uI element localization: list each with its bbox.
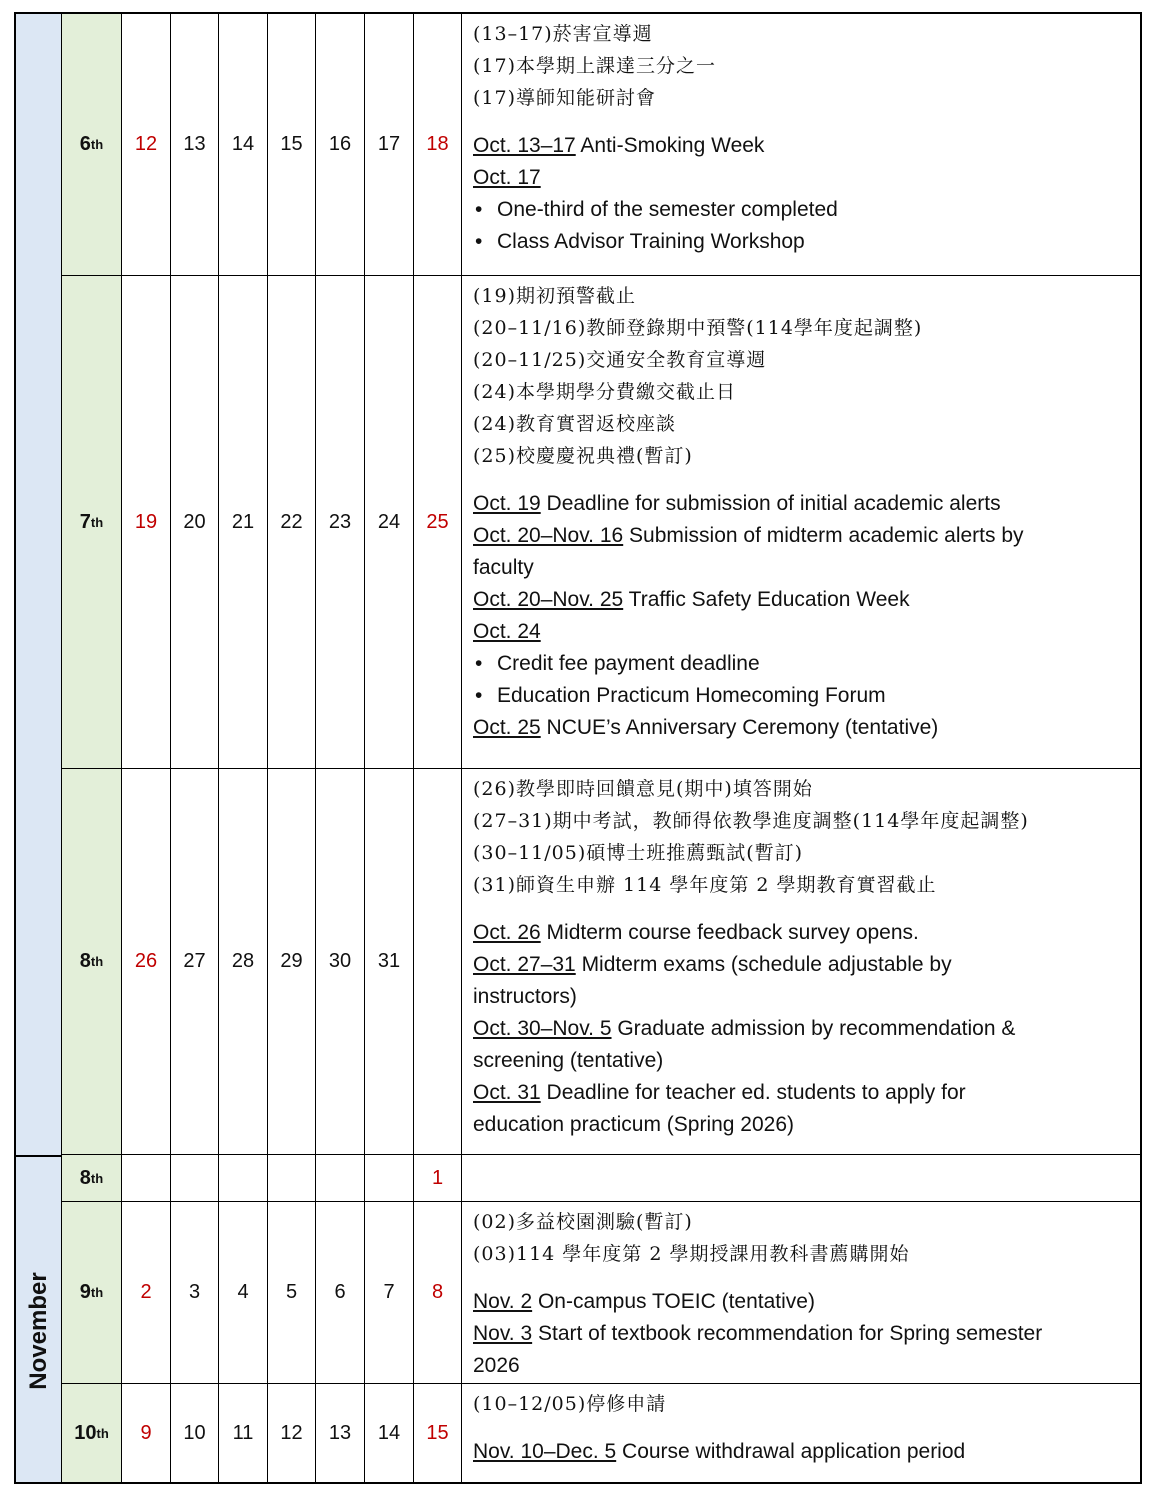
week-number: 9 — [79, 1281, 91, 1303]
week-number: 10 — [74, 1421, 97, 1444]
day-cell — [414, 769, 462, 1155]
event-date: Oct. 26 — [473, 921, 541, 944]
event-description: Submission of midterm academic alerts by — [623, 524, 1024, 547]
month-label-november: November — [25, 1272, 52, 1390]
event-description: Graduate admission by recommendation & — [611, 1017, 1016, 1040]
week-number: 7 — [79, 510, 91, 533]
chinese-event-line: (24)本學期學分費繳交截止日 — [473, 381, 737, 403]
chinese-event-line: (20–11/25)交通安全教育宣導週 — [473, 349, 767, 371]
day-cell: 24 — [365, 276, 414, 769]
day-cell: 11 — [219, 1384, 268, 1482]
day-cell: 14 — [219, 14, 268, 276]
event-description: Anti-Smoking Week — [575, 134, 765, 157]
chinese-event-line: (27–31)期中考試，教師得依教學進度調整(114學年度起調整) — [473, 810, 1029, 832]
day-cell: 29 — [268, 769, 316, 1155]
event-date: Oct. 31 — [473, 1081, 541, 1104]
spacer — [473, 1420, 1132, 1436]
event-date: Oct. 19 — [473, 492, 541, 515]
event-date: Oct. 24 — [473, 620, 541, 643]
english-event-line — [473, 1109, 1132, 1141]
week-number-cell — [62, 276, 122, 769]
week-suffix: th — [90, 1170, 104, 1186]
events-cell — [462, 1384, 1140, 1482]
event-date: Nov. 2 — [473, 1290, 533, 1313]
day-cell: 16 — [316, 14, 365, 276]
chinese-event-line: (17)導師知能研討會 — [473, 87, 657, 109]
spacer — [473, 114, 1132, 130]
english-event-line — [473, 1045, 1132, 1077]
week-suffix: th — [90, 954, 104, 969]
english-event-line — [473, 488, 1132, 520]
events-cell — [462, 276, 1140, 769]
week-suffix: th — [90, 514, 104, 530]
english-event-line — [473, 981, 1132, 1013]
day-cell: 12 — [268, 1384, 316, 1482]
chinese-event-line: (13–17)菸害宣導週 — [473, 23, 653, 45]
event-description: 2026 — [473, 1354, 520, 1377]
english-event-line — [473, 1286, 1132, 1318]
day-cell: 7 — [365, 1202, 414, 1384]
spacer — [473, 901, 1132, 917]
chinese-event-line: (30–11/05)碩博士班推薦甄試(暫訂) — [473, 842, 804, 864]
event-date: Oct. 27–31 — [473, 953, 576, 976]
day-cell — [171, 1155, 219, 1202]
month-column — [16, 14, 62, 1482]
english-event-line — [473, 616, 1132, 648]
day-cell: 23 — [316, 276, 365, 769]
chinese-event-line: (19)期初預警截止 — [473, 285, 637, 307]
english-event-line — [473, 1077, 1132, 1109]
events-cell — [462, 14, 1140, 276]
english-event-line — [473, 520, 1132, 552]
event-description: screening (tentative) — [473, 1049, 664, 1072]
event-description: Deadline for submission of initial academic alerts — [540, 492, 1001, 515]
english-event-line — [473, 1436, 1132, 1468]
event-date: Oct. 20–Nov. 16 — [473, 524, 624, 547]
chinese-event-line: (03)114 學年度第 2 學期授課用教科書薦購開始 — [473, 1243, 910, 1265]
event-description: instructors) — [473, 985, 577, 1008]
chinese-event-line: (24)教育實習返校座談 — [473, 413, 677, 435]
chinese-event-line: (20–11/16)教師登錄期中預警(114學年度起調整) — [473, 317, 923, 339]
english-event-line — [473, 1318, 1132, 1350]
day-cell: 18 — [414, 14, 462, 276]
week-number-cell — [62, 14, 122, 276]
day-cell: 13 — [316, 1384, 365, 1482]
day-cell: 31 — [365, 769, 414, 1155]
week-number: 8 — [79, 1166, 91, 1189]
day-cell: 17 — [365, 14, 414, 276]
event-description: Midterm exams (schedule adjustable by — [575, 953, 952, 976]
english-event-line — [473, 1013, 1132, 1045]
english-event-line — [473, 917, 1132, 949]
event-description: education practicum (Spring 2026) — [473, 1113, 795, 1136]
day-cell — [316, 1155, 365, 1202]
day-cell: 15 — [268, 14, 316, 276]
events-cell — [462, 1202, 1140, 1384]
event-date: Oct. 30–Nov. 5 — [473, 1017, 612, 1040]
event-description: On-campus TOEIC (tentative) — [532, 1290, 815, 1313]
event-description: Midterm course feedback survey opens. — [540, 921, 919, 944]
english-event-line — [473, 712, 1132, 744]
day-cell: 28 — [219, 769, 268, 1155]
day-cell: 6 — [316, 1202, 365, 1384]
day-cell — [122, 1155, 171, 1202]
event-date: Oct. 25 — [473, 716, 541, 739]
event-date: Nov. 3 — [473, 1322, 533, 1345]
day-cell — [268, 1155, 316, 1202]
day-cell: 3 — [171, 1202, 219, 1384]
day-cell: 20 — [171, 276, 219, 769]
day-cell: 30 — [316, 769, 365, 1155]
week-number: 8 — [79, 950, 91, 972]
day-cell: 5 — [268, 1202, 316, 1384]
week-number-cell — [62, 1384, 122, 1482]
chinese-event-line: (26)教學即時回饋意見(期中)填答開始 — [473, 778, 813, 800]
event-bullet-item: • Credit fee payment deadline — [473, 648, 1132, 680]
day-cell: 12 — [122, 14, 171, 276]
event-bullet-item: • Education Practicum Homecoming Forum — [473, 680, 1132, 712]
day-cell — [219, 1155, 268, 1202]
chinese-event-line: (31)師資生申辦 114 學年度第 2 學期教育實習截止 — [473, 874, 937, 896]
english-event-line — [473, 162, 1132, 194]
chinese-event-line: (25)校慶慶祝典禮(暫訂) — [473, 445, 693, 467]
day-cell: 22 — [268, 276, 316, 769]
day-cell: 14 — [365, 1384, 414, 1482]
week-number-cell — [62, 769, 122, 1155]
event-bullet-item: • One-third of the semester completed — [473, 194, 1132, 226]
week-suffix: th — [90, 1285, 104, 1300]
day-cell — [365, 1155, 414, 1202]
day-cell: 9 — [122, 1384, 171, 1482]
event-description: faculty — [473, 556, 534, 579]
week-number: 6 — [79, 133, 91, 155]
day-cell: 27 — [171, 769, 219, 1155]
english-event-line — [473, 1350, 1132, 1382]
events-cell — [462, 769, 1140, 1155]
events-cell — [462, 1155, 1140, 1202]
event-description: Deadline for teacher ed. students to apply for — [540, 1081, 966, 1104]
chinese-event-line: (02)多益校園測驗(暫訂) — [473, 1211, 693, 1233]
event-date: Nov. 10–Dec. 5 — [473, 1440, 617, 1463]
day-cell: 26 — [122, 769, 171, 1155]
chinese-event-line: (17)本學期上課達三分之一 — [473, 55, 717, 77]
week-suffix: th — [96, 1425, 109, 1441]
event-date: Oct. 13–17 — [473, 134, 576, 157]
week-number-cell — [62, 1202, 122, 1384]
day-cell: 13 — [171, 14, 219, 276]
event-date: Oct. 20–Nov. 25 — [473, 588, 624, 611]
event-description: Course withdrawal application period — [616, 1440, 966, 1463]
english-event-line — [473, 584, 1132, 616]
day-cell: 21 — [219, 276, 268, 769]
week-number-cell — [62, 1155, 122, 1202]
day-cell: 10 — [171, 1384, 219, 1482]
month-divider — [16, 1155, 62, 1157]
week-suffix: th — [90, 137, 104, 152]
event-description: Start of textbook recommendation for Spring semester — [532, 1322, 1043, 1345]
chinese-event-line: (10–12/05)停修申請 — [473, 1393, 667, 1415]
day-cell: 25 — [414, 276, 462, 769]
event-description: Traffic Safety Education Week — [623, 588, 910, 611]
academic-calendar-table — [14, 12, 1142, 1484]
day-cell: 1 — [414, 1155, 462, 1202]
spacer — [473, 472, 1132, 488]
day-cell: 2 — [122, 1202, 171, 1384]
day-cell: 19 — [122, 276, 171, 769]
english-event-line — [473, 552, 1132, 584]
day-cell: 15 — [414, 1384, 462, 1482]
day-cell: 4 — [219, 1202, 268, 1384]
english-event-line — [473, 949, 1132, 981]
event-description: NCUE’s Anniversary Ceremony (tentative) — [540, 716, 939, 739]
english-event-line — [473, 130, 1132, 162]
spacer — [473, 1270, 1132, 1286]
day-cell: 8 — [414, 1202, 462, 1384]
event-bullet-item: • Class Advisor Training Workshop — [473, 226, 1132, 258]
event-date: Oct. 17 — [473, 166, 541, 189]
